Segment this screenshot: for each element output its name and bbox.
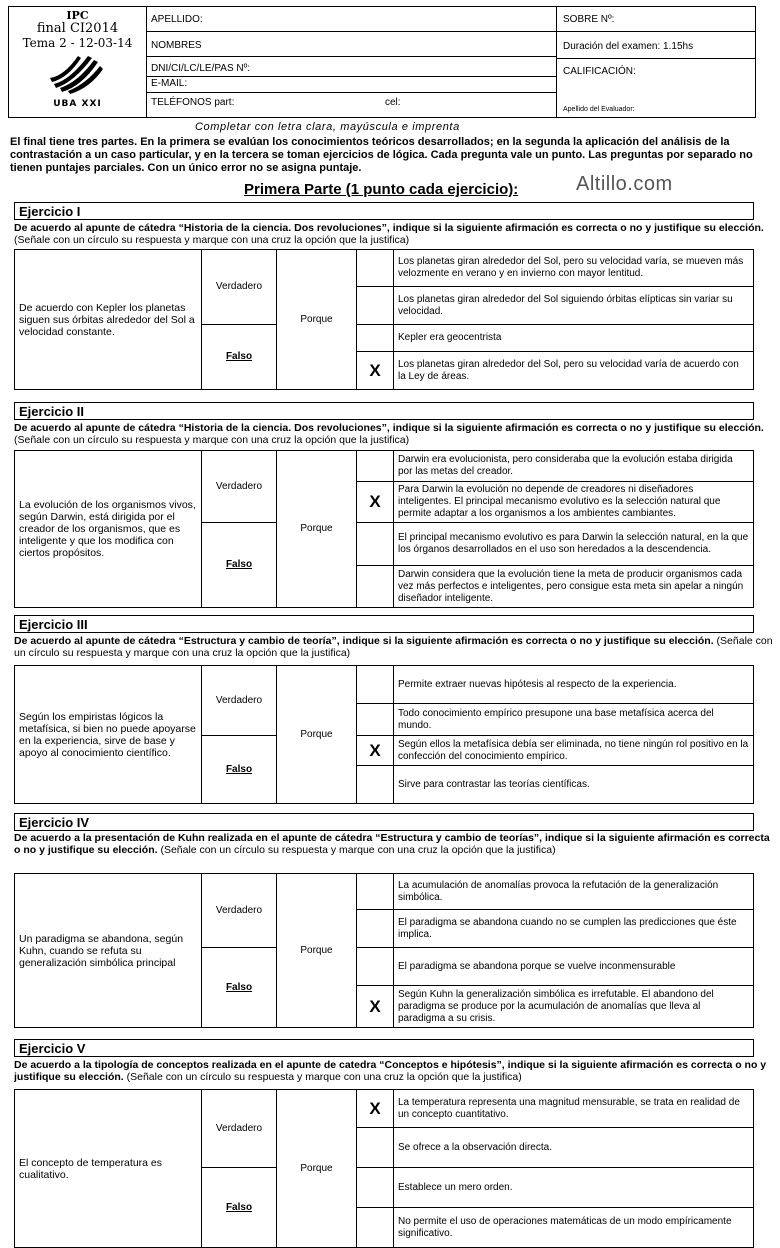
ipc-label: IPC xyxy=(66,9,89,22)
sobre-field[interactable]: SOBRE Nº: xyxy=(557,7,755,32)
student-fields xyxy=(147,7,557,117)
exercise-instructions xyxy=(14,635,778,659)
mark-box[interactable] xyxy=(357,287,394,325)
mark-box[interactable]: X xyxy=(357,1090,394,1128)
mark-box[interactable]: X xyxy=(357,352,394,390)
exercise-title: Ejercicio V xyxy=(14,1039,754,1057)
justification-option: Según Kuhn la generalización simbólica es irrefutable. El abandono del paradigma se produce por la acumulación de anomalías que lleva al paradigma a su crisis. xyxy=(394,986,754,1028)
verdadero-option[interactable]: Verdadero xyxy=(202,451,277,523)
telefonos-field[interactable] xyxy=(147,93,556,115)
exercise-table xyxy=(14,450,754,608)
justification-option: Los planetas giran alrededor del Sol siguiendo órbitas elípticas sin variar su velocidad. xyxy=(394,287,754,325)
justification-option: Los planetas giran alrededor del Sol, pero su velocidad varía de acuerdo con la Ley de áreas. xyxy=(394,352,754,390)
justification-option: La temperatura representa una magnitud mensurable, se trata en realidad de un concepto cuantitativo. xyxy=(394,1090,754,1128)
justification-option: Los planetas giran alrededor del Sol, pero su velocidad varía, se mueven más velozmente en verano y en invierno con mayor lentitud. xyxy=(394,250,754,287)
justification-option: Para Darwin la evolución no depende de creadores ni diseñadores inteligentes. El principal mecanismo evolutivo es la selección natural que permite adaptar a los organismos a los ambientes cambiantes. xyxy=(394,482,754,523)
mark-box[interactable] xyxy=(357,766,394,804)
mark-box[interactable]: X xyxy=(357,482,394,523)
exercise-title: Ejercicio I xyxy=(14,202,754,220)
exercise-title: Ejercicio II xyxy=(14,402,754,420)
justification-option: Establece un mero orden. xyxy=(394,1168,754,1208)
justification-option: Todo conocimiento empírico presupone una base metafísica acerca del mundo. xyxy=(394,704,754,736)
instr-part-b: “Estructura y cambio de teoría”, indique si la siguiente afirmación es correcta o no y justifique su elección. xyxy=(178,635,714,647)
exercise-title: Ejercicio IV xyxy=(14,813,754,831)
instr-part-a: De acuerdo a la tipología de conceptos realizada en el apunte de catedra xyxy=(14,1059,380,1071)
porque-label: Porque xyxy=(277,874,357,1028)
instr-part-c: (Señale con un círculo su respuesta y marque con una cruz la opción que la justifica) xyxy=(14,234,410,246)
mark-box[interactable]: X xyxy=(357,986,394,1028)
mark-box[interactable] xyxy=(357,1208,394,1248)
exercise-instructions xyxy=(14,422,778,446)
falso-option[interactable]: Falso xyxy=(202,948,277,1028)
mark-box[interactable] xyxy=(357,451,394,482)
verdadero-option[interactable]: Verdadero xyxy=(202,874,277,948)
instr-part-c: (Señale con un círculo su respuesta y marque con una cruz la opción que la justifica) xyxy=(14,434,410,446)
justification-option: Se ofrece a la observación directa. xyxy=(394,1128,754,1168)
duracion-label: Duración del examen: 1.15hs xyxy=(557,32,755,59)
instr-part-a: De acuerdo al apunte de cátedra xyxy=(14,422,179,434)
porque-label: Porque xyxy=(277,451,357,608)
exercise-table xyxy=(14,249,754,390)
parte-title: Primera Parte (1 punto cada ejercicio): xyxy=(244,181,519,198)
nombres-field[interactable]: NOMBRES xyxy=(147,32,556,57)
tema-label: Tema 2 - 12-03-14 xyxy=(22,36,133,50)
falso-option[interactable]: Falso xyxy=(202,325,277,390)
dni-field[interactable]: DNI/CI/LC/LE/PAS Nº: xyxy=(147,57,556,77)
mark-box[interactable] xyxy=(357,250,394,287)
porque-label: Porque xyxy=(277,1090,357,1248)
mark-box[interactable] xyxy=(357,523,394,566)
exercise-instructions xyxy=(14,222,778,246)
mark-box[interactable] xyxy=(357,1168,394,1208)
mark-box[interactable] xyxy=(357,666,394,704)
verdadero-option[interactable]: Verdadero xyxy=(202,666,277,736)
justification-option: El principal mecanismo evolutivo es para Darwin la selección natural, en la que los órganos desarrollados en el uso son heredados a la descendencia. xyxy=(394,523,754,566)
justification-option: La acumulación de anomalías provoca la refutación de la generalización simbólica. xyxy=(394,874,754,910)
falso-option[interactable]: Falso xyxy=(202,1168,277,1248)
uba-logo-icon xyxy=(48,50,108,94)
instr-part-c: (Señale con un círculo su respuesta y marque con una cruz la opción que la justifica) xyxy=(14,635,773,659)
statement: La evolución de los organismos vivos, según Darwin, está dirigida por el creador de los organismos, que es inteligente y que los modifica con ciertos propósitos. xyxy=(15,451,202,608)
verdadero-option[interactable]: Verdadero xyxy=(202,1090,277,1168)
instr-part-b: “Estructura y cambio de teorías”, indique si la siguiente afirmación es correcta o no y justifique su elección. xyxy=(14,832,770,856)
uba-label: UBA XXI xyxy=(53,99,102,109)
exam-header xyxy=(8,6,756,118)
falso-option[interactable]: Falso xyxy=(202,736,277,804)
porque-label: Porque xyxy=(277,250,357,390)
mark-box[interactable]: X xyxy=(357,736,394,766)
intro-text: El final tiene tres partes. En la primera se evalúan los conocimientos teóricos desarrollados; en la segunda la aplicación del análisis de la contrastación a un caso particular, y en la tercera se toman ejercicios de lógica. Cada pregunta vale un punto. Las preguntas por separado no tienen puntajes parciales. Con un único error no se asigna puntaje. xyxy=(10,136,753,174)
exercise-instructions xyxy=(14,1059,778,1083)
evaluador-label: Apellido del Evaluador: xyxy=(563,106,635,113)
mark-box[interactable] xyxy=(357,1128,394,1168)
justification-option: Darwin era evolucionista, pero consideraba que la evolución estaba dirigida por las metas del creador. xyxy=(394,451,754,482)
calificacion-label: CALIFICACIÓN: xyxy=(563,66,636,77)
telefonos-label: TELÉFONOS part: xyxy=(151,97,235,108)
apellido-field[interactable]: APELLIDO: xyxy=(147,7,556,32)
justification-option: Permite extraer nuevas hipótesis al respecto de la experiencia. xyxy=(394,666,754,704)
justification-option: El paradigma se abandona cuando no se cumplen las predicciones que éste implica. xyxy=(394,910,754,948)
email-field[interactable]: E-MAIL: xyxy=(147,77,556,93)
justification-option: Kepler era geocentrista xyxy=(394,325,754,352)
calificacion-field[interactable] xyxy=(557,59,755,117)
justification-option: El paradigma se abandona porque se vuelve inconmensurable xyxy=(394,948,754,986)
instr-part-a: De acuerdo al apunte de cátedra xyxy=(14,635,179,647)
exercise-table xyxy=(14,873,754,1028)
instr-part-c: (Señale con un círculo su respuesta y marque con una cruz la opción que la justifica) xyxy=(157,844,556,856)
instr-part-b: “Historia de la ciencia. Dos revoluciones”, indique si la siguiente afirmación es correcta o no y justifique su elección. xyxy=(178,222,764,234)
falso-option[interactable]: Falso xyxy=(202,523,277,608)
instructions: Completar con letra clara, mayúscula e imprenta xyxy=(195,121,460,133)
exam-name: final CI2014 xyxy=(36,21,119,36)
mark-box[interactable] xyxy=(357,874,394,910)
cel-label: cel: xyxy=(385,97,401,108)
justification-option: Sirve para contrastar las teorías científicas. xyxy=(394,766,754,804)
instr-part-b: “Historia de la ciencia. Dos revoluciones”, indique si la siguiente afirmación es correcta o no y justifique su elección. xyxy=(178,422,764,434)
statement: Un paradigma se abandona, según Kuhn, cuando se refuta su generalización simbólica principal xyxy=(15,874,202,1028)
instr-part-c: (Señale con un círculo su respuesta y marque con una cruz la opción que la justifica) xyxy=(123,1071,522,1083)
mark-box[interactable] xyxy=(357,910,394,948)
instr-part-a: De acuerdo al apunte de cátedra xyxy=(14,222,179,234)
exercise-title: Ejercicio III xyxy=(14,615,754,633)
statement: De acuerdo con Kepler los planetas siguen sus órbitas alrededor del Sol a velocidad constante. xyxy=(15,250,202,390)
instr-part-b: “Conceptos e hipótesis”, indique si la siguiente afirmación es correcta o no y justifique su elección. xyxy=(14,1059,767,1083)
statement: El concepto de temperatura es cualitativo. xyxy=(15,1090,202,1248)
mark-box[interactable] xyxy=(357,948,394,986)
exercise-table xyxy=(14,665,754,804)
logo-block xyxy=(9,7,147,117)
verdadero-option[interactable]: Verdadero xyxy=(202,250,277,325)
exercise-table xyxy=(14,1089,754,1248)
statement: Según los empiristas lógicos la metafísica, si bien no puede apoyarse en la experiencia, sirve de base y apoyo al conocimiento científico. xyxy=(15,666,202,804)
justification-option: No permite el uso de operaciones matemáticas de un modo empíricamente significativo. xyxy=(394,1208,754,1248)
mark-box[interactable] xyxy=(357,566,394,608)
instr-part-a: De acuerdo a la presentación de Kuhn realizada en el apunte de cátedra xyxy=(14,832,376,844)
mark-box[interactable] xyxy=(357,704,394,736)
mark-box[interactable] xyxy=(357,325,394,352)
watermark: Altillo.com xyxy=(576,173,673,195)
justification-option: Según ellos la metafísica debía ser eliminada, no tiene ningún rol positivo en la confección del conocimiento empírico. xyxy=(394,736,754,766)
exercise-instructions xyxy=(14,832,778,856)
porque-label: Porque xyxy=(277,666,357,804)
exam-info xyxy=(557,7,755,117)
justification-option: Darwin considera que la evolución tiene la meta de producir organismos cada vez más perfectos e inteligentes, pero consigue esta meta sin apelar a ningún diseñador inteligente. xyxy=(394,566,754,608)
